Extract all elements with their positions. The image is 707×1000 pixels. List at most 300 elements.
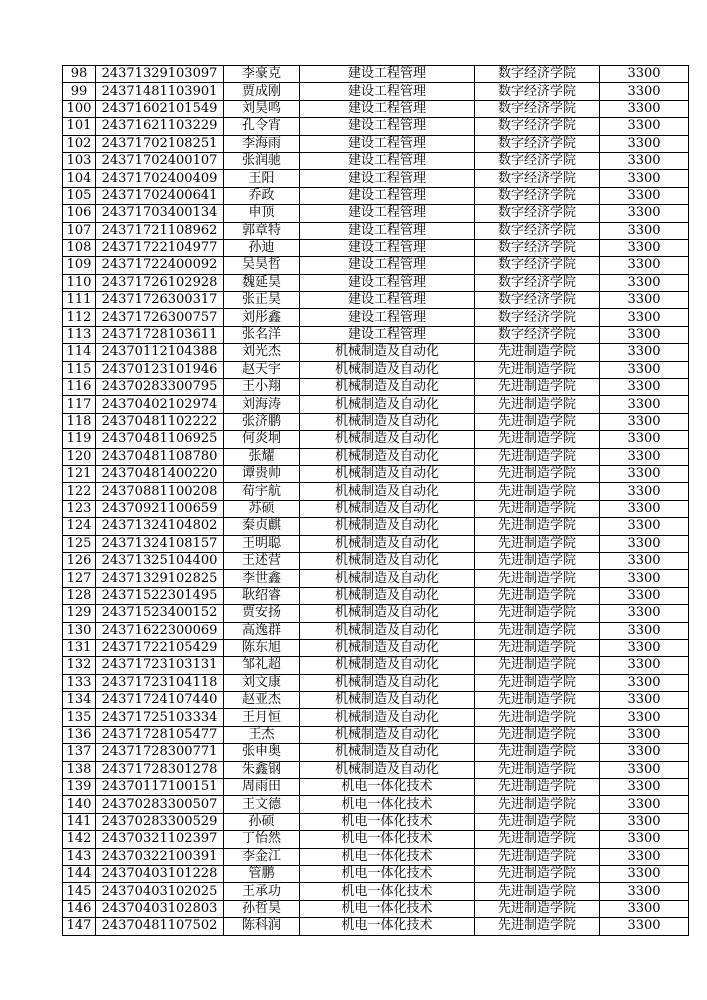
row-number-cell: 125 <box>63 535 96 552</box>
amount-cell: 3300 <box>600 118 689 135</box>
table-row <box>63 309 689 326</box>
candidate-id-cell: 24371702400641 <box>96 187 224 204</box>
college-cell: 数字经济学院 <box>475 100 600 117</box>
row-number-cell: 137 <box>63 744 96 761</box>
candidate-id-cell: 24371728301278 <box>96 761 224 778</box>
row-number-cell: 115 <box>63 361 96 378</box>
student-name-cell: 刘彤鑫 <box>224 309 300 326</box>
candidate-id-cell: 24370403102025 <box>96 883 224 900</box>
major-cell: 机械制造及自动化 <box>300 535 475 552</box>
student-name-cell: 周雨田 <box>224 779 300 796</box>
college-cell: 先进制造学院 <box>475 865 600 882</box>
candidate-id-cell: 24371728105477 <box>96 726 224 743</box>
candidate-id-cell: 24370481106925 <box>96 431 224 448</box>
major-cell: 机械制造及自动化 <box>300 518 475 535</box>
college-cell: 先进制造学院 <box>475 552 600 569</box>
table-row <box>63 274 689 291</box>
college-cell: 数字经济学院 <box>475 83 600 100</box>
student-name-cell: 张名洋 <box>224 326 300 343</box>
student-name-cell: 陈东旭 <box>224 639 300 656</box>
major-cell: 建设工程管理 <box>300 205 475 222</box>
row-number-cell: 147 <box>63 918 96 935</box>
row-number-cell: 145 <box>63 883 96 900</box>
college-cell: 先进制造学院 <box>475 344 600 361</box>
student-name-cell: 张正昊 <box>224 292 300 309</box>
amount-cell: 3300 <box>600 900 689 917</box>
amount-cell: 3300 <box>600 622 689 639</box>
amount-cell: 3300 <box>600 448 689 465</box>
student-name-cell: 李世鑫 <box>224 570 300 587</box>
amount-cell: 3300 <box>600 813 689 830</box>
college-cell: 先进制造学院 <box>475 605 600 622</box>
amount-cell: 3300 <box>600 831 689 848</box>
college-cell: 先进制造学院 <box>475 622 600 639</box>
candidate-id-cell: 24370283300795 <box>96 379 224 396</box>
student-name-cell: 陈科润 <box>224 918 300 935</box>
candidate-id-cell: 24371702400107 <box>96 152 224 169</box>
student-name-cell: 王明聪 <box>224 535 300 552</box>
table-row <box>63 692 689 709</box>
major-cell: 机械制造及自动化 <box>300 396 475 413</box>
major-cell: 机械制造及自动化 <box>300 483 475 500</box>
student-name-cell: 王小翔 <box>224 379 300 396</box>
student-name-cell: 贾安扬 <box>224 605 300 622</box>
candidate-id-cell: 24370403102803 <box>96 900 224 917</box>
major-cell: 建设工程管理 <box>300 257 475 274</box>
student-name-cell: 苏硕 <box>224 500 300 517</box>
amount-cell: 3300 <box>600 257 689 274</box>
candidate-id-cell: 24371702400409 <box>96 170 224 187</box>
college-cell: 先进制造学院 <box>475 726 600 743</box>
amount-cell: 3300 <box>600 639 689 656</box>
candidate-id-cell: 24371722105429 <box>96 639 224 656</box>
college-cell: 先进制造学院 <box>475 674 600 691</box>
student-name-cell: 张耀 <box>224 448 300 465</box>
candidate-id-cell: 24371722400092 <box>96 257 224 274</box>
college-cell: 先进制造学院 <box>475 483 600 500</box>
student-name-cell: 王述营 <box>224 552 300 569</box>
major-cell: 机械制造及自动化 <box>300 344 475 361</box>
row-number-cell: 109 <box>63 257 96 274</box>
amount-cell: 3300 <box>600 518 689 535</box>
college-cell: 先进制造学院 <box>475 813 600 830</box>
college-cell: 先进制造学院 <box>475 396 600 413</box>
table-row <box>63 535 689 552</box>
row-number-cell: 142 <box>63 831 96 848</box>
amount-cell: 3300 <box>600 674 689 691</box>
table-row <box>63 465 689 482</box>
student-name-cell: 申顶 <box>224 205 300 222</box>
row-number-cell: 98 <box>63 66 96 83</box>
candidate-id-cell: 24370322100391 <box>96 848 224 865</box>
student-list-table <box>62 65 689 936</box>
college-cell: 先进制造学院 <box>475 831 600 848</box>
student-name-cell: 魏延昊 <box>224 274 300 291</box>
row-number-cell: 105 <box>63 187 96 204</box>
candidate-id-cell: 24371325104400 <box>96 552 224 569</box>
candidate-id-cell: 24370481102222 <box>96 413 224 430</box>
row-number-cell: 110 <box>63 274 96 291</box>
table-row <box>63 726 689 743</box>
major-cell: 机械制造及自动化 <box>300 744 475 761</box>
row-number-cell: 116 <box>63 379 96 396</box>
major-cell: 建设工程管理 <box>300 274 475 291</box>
college-cell: 先进制造学院 <box>475 518 600 535</box>
college-cell: 先进制造学院 <box>475 883 600 900</box>
student-name-cell: 谭贵帅 <box>224 465 300 482</box>
student-name-cell: 李豪克 <box>224 66 300 83</box>
college-cell: 先进制造学院 <box>475 639 600 656</box>
amount-cell: 3300 <box>600 465 689 482</box>
candidate-id-cell: 24371329103097 <box>96 66 224 83</box>
table-row <box>63 657 689 674</box>
table-row <box>63 205 689 222</box>
student-name-cell: 孙迪 <box>224 239 300 256</box>
candidate-id-cell: 24371329102825 <box>96 570 224 587</box>
major-cell: 建设工程管理 <box>300 292 475 309</box>
major-cell: 机械制造及自动化 <box>300 448 475 465</box>
candidate-id-cell: 24371721108962 <box>96 222 224 239</box>
student-name-cell: 李海雨 <box>224 135 300 152</box>
college-cell: 数字经济学院 <box>475 205 600 222</box>
table-row <box>63 344 689 361</box>
major-cell: 机械制造及自动化 <box>300 692 475 709</box>
row-number-cell: 124 <box>63 518 96 535</box>
table-row <box>63 674 689 691</box>
table-row <box>63 483 689 500</box>
college-cell: 先进制造学院 <box>475 413 600 430</box>
amount-cell: 3300 <box>600 274 689 291</box>
row-number-cell: 130 <box>63 622 96 639</box>
candidate-id-cell: 24370321102397 <box>96 831 224 848</box>
candidate-id-cell: 24371324104802 <box>96 518 224 535</box>
amount-cell: 3300 <box>600 587 689 604</box>
college-cell: 数字经济学院 <box>475 152 600 169</box>
student-name-cell: 郭章特 <box>224 222 300 239</box>
student-name-cell: 高逸群 <box>224 622 300 639</box>
college-cell: 先进制造学院 <box>475 918 600 935</box>
student-name-cell: 李金江 <box>224 848 300 865</box>
major-cell: 机械制造及自动化 <box>300 500 475 517</box>
college-cell: 数字经济学院 <box>475 135 600 152</box>
college-cell: 数字经济学院 <box>475 187 600 204</box>
major-cell: 建设工程管理 <box>300 118 475 135</box>
row-number-cell: 143 <box>63 848 96 865</box>
candidate-id-cell: 24370481400220 <box>96 465 224 482</box>
college-cell: 先进制造学院 <box>475 692 600 709</box>
row-number-cell: 120 <box>63 448 96 465</box>
amount-cell: 3300 <box>600 344 689 361</box>
major-cell: 机械制造及自动化 <box>300 622 475 639</box>
candidate-id-cell: 24371722104977 <box>96 239 224 256</box>
student-name-cell: 刘昊鸣 <box>224 100 300 117</box>
college-cell: 先进制造学院 <box>475 361 600 378</box>
amount-cell: 3300 <box>600 726 689 743</box>
amount-cell: 3300 <box>600 431 689 448</box>
student-name-cell: 孙哲昊 <box>224 900 300 917</box>
major-cell: 机械制造及自动化 <box>300 361 475 378</box>
major-cell: 机电一体化技术 <box>300 779 475 796</box>
candidate-id-cell: 24371522301495 <box>96 587 224 604</box>
table-row <box>63 500 689 517</box>
table-row <box>63 779 689 796</box>
major-cell: 建设工程管理 <box>300 222 475 239</box>
major-cell: 机械制造及自动化 <box>300 413 475 430</box>
major-cell: 机械制造及自动化 <box>300 761 475 778</box>
row-number-cell: 146 <box>63 900 96 917</box>
college-cell: 数字经济学院 <box>475 170 600 187</box>
amount-cell: 3300 <box>600 205 689 222</box>
amount-cell: 3300 <box>600 292 689 309</box>
candidate-id-cell: 24371723104118 <box>96 674 224 691</box>
major-cell: 机械制造及自动化 <box>300 570 475 587</box>
student-name-cell: 丁怡然 <box>224 831 300 848</box>
major-cell: 建设工程管理 <box>300 170 475 187</box>
candidate-id-cell: 24371724107440 <box>96 692 224 709</box>
candidate-id-cell: 24371523400152 <box>96 605 224 622</box>
amount-cell: 3300 <box>600 135 689 152</box>
table-row <box>63 413 689 430</box>
major-cell: 机电一体化技术 <box>300 813 475 830</box>
amount-cell: 3300 <box>600 500 689 517</box>
row-number-cell: 117 <box>63 396 96 413</box>
candidate-id-cell: 24370881100208 <box>96 483 224 500</box>
row-number-cell: 113 <box>63 326 96 343</box>
table-row <box>63 170 689 187</box>
student-name-cell: 吴昊哲 <box>224 257 300 274</box>
major-cell: 建设工程管理 <box>300 152 475 169</box>
row-number-cell: 128 <box>63 587 96 604</box>
major-cell: 机械制造及自动化 <box>300 431 475 448</box>
table-row <box>63 431 689 448</box>
amount-cell: 3300 <box>600 779 689 796</box>
candidate-id-cell: 24370481107502 <box>96 918 224 935</box>
candidate-id-cell: 24371602101549 <box>96 100 224 117</box>
table-row <box>63 831 689 848</box>
row-number-cell: 135 <box>63 709 96 726</box>
major-cell: 建设工程管理 <box>300 187 475 204</box>
table-row <box>63 709 689 726</box>
row-number-cell: 118 <box>63 413 96 430</box>
candidate-id-cell: 24371726300317 <box>96 292 224 309</box>
student-name-cell: 张申奥 <box>224 744 300 761</box>
major-cell: 建设工程管理 <box>300 326 475 343</box>
student-name-cell: 邹礼超 <box>224 657 300 674</box>
amount-cell: 3300 <box>600 413 689 430</box>
amount-cell: 3300 <box>600 83 689 100</box>
table-row <box>63 518 689 535</box>
major-cell: 机电一体化技术 <box>300 883 475 900</box>
amount-cell: 3300 <box>600 657 689 674</box>
major-cell: 机电一体化技术 <box>300 831 475 848</box>
table-row <box>63 813 689 830</box>
student-name-cell: 荀宇航 <box>224 483 300 500</box>
college-cell: 先进制造学院 <box>475 761 600 778</box>
table-row <box>63 326 689 343</box>
student-name-cell: 刘文康 <box>224 674 300 691</box>
table-row <box>63 570 689 587</box>
row-number-cell: 136 <box>63 726 96 743</box>
college-cell: 先进制造学院 <box>475 796 600 813</box>
college-cell: 先进制造学院 <box>475 779 600 796</box>
table-row <box>63 848 689 865</box>
college-cell: 数字经济学院 <box>475 326 600 343</box>
row-number-cell: 121 <box>63 465 96 482</box>
row-number-cell: 139 <box>63 779 96 796</box>
row-number-cell: 144 <box>63 865 96 882</box>
table-row <box>63 257 689 274</box>
student-name-cell: 孔令宵 <box>224 118 300 135</box>
major-cell: 机电一体化技术 <box>300 865 475 882</box>
student-name-cell: 孙硕 <box>224 813 300 830</box>
row-number-cell: 102 <box>63 135 96 152</box>
table-row <box>63 448 689 465</box>
candidate-id-cell: 24370112104388 <box>96 344 224 361</box>
student-name-cell: 乔政 <box>224 187 300 204</box>
amount-cell: 3300 <box>600 535 689 552</box>
amount-cell: 3300 <box>600 570 689 587</box>
college-cell: 先进制造学院 <box>475 587 600 604</box>
row-number-cell: 140 <box>63 796 96 813</box>
major-cell: 机械制造及自动化 <box>300 465 475 482</box>
table-row <box>63 118 689 135</box>
student-name-cell: 何炎垌 <box>224 431 300 448</box>
table-row <box>63 622 689 639</box>
college-cell: 先进制造学院 <box>475 744 600 761</box>
college-cell: 数字经济学院 <box>475 274 600 291</box>
amount-cell: 3300 <box>600 552 689 569</box>
row-number-cell: 123 <box>63 500 96 517</box>
amount-cell: 3300 <box>600 883 689 900</box>
amount-cell: 3300 <box>600 709 689 726</box>
major-cell: 机电一体化技术 <box>300 796 475 813</box>
candidate-id-cell: 24370283300529 <box>96 813 224 830</box>
amount-cell: 3300 <box>600 848 689 865</box>
table-row <box>63 292 689 309</box>
table-row <box>63 918 689 935</box>
table-row <box>63 361 689 378</box>
major-cell: 机械制造及自动化 <box>300 674 475 691</box>
amount-cell: 3300 <box>600 692 689 709</box>
table-row <box>63 605 689 622</box>
student-name-cell: 王承功 <box>224 883 300 900</box>
table-row <box>63 152 689 169</box>
major-cell: 机电一体化技术 <box>300 918 475 935</box>
major-cell: 机械制造及自动化 <box>300 639 475 656</box>
candidate-id-cell: 24370481108780 <box>96 448 224 465</box>
student-name-cell: 赵亚杰 <box>224 692 300 709</box>
amount-cell: 3300 <box>600 744 689 761</box>
candidate-id-cell: 24371723103131 <box>96 657 224 674</box>
table-row <box>63 865 689 882</box>
table-row <box>63 900 689 917</box>
table-row <box>63 379 689 396</box>
row-number-cell: 111 <box>63 292 96 309</box>
row-number-cell: 131 <box>63 639 96 656</box>
table-row <box>63 396 689 413</box>
amount-cell: 3300 <box>600 396 689 413</box>
candidate-id-cell: 24370123101946 <box>96 361 224 378</box>
candidate-id-cell: 24371324108157 <box>96 535 224 552</box>
student-name-cell: 王杰 <box>224 726 300 743</box>
amount-cell: 3300 <box>600 100 689 117</box>
student-name-cell: 耿绍睿 <box>224 587 300 604</box>
candidate-id-cell: 24371481103901 <box>96 83 224 100</box>
table-row <box>63 100 689 117</box>
table-row <box>63 552 689 569</box>
student-name-cell: 管鹏 <box>224 865 300 882</box>
table-row <box>63 239 689 256</box>
major-cell: 建设工程管理 <box>300 309 475 326</box>
row-number-cell: 134 <box>63 692 96 709</box>
table-row <box>63 883 689 900</box>
college-cell: 先进制造学院 <box>475 431 600 448</box>
amount-cell: 3300 <box>600 187 689 204</box>
table-row <box>63 187 689 204</box>
student-name-cell: 秦贞麒 <box>224 518 300 535</box>
candidate-id-cell: 24371725103334 <box>96 709 224 726</box>
major-cell: 建设工程管理 <box>300 239 475 256</box>
candidate-id-cell: 24371622300069 <box>96 622 224 639</box>
table-row <box>63 222 689 239</box>
student-name-cell: 王阳 <box>224 170 300 187</box>
major-cell: 建设工程管理 <box>300 83 475 100</box>
major-cell: 机电一体化技术 <box>300 900 475 917</box>
row-number-cell: 106 <box>63 205 96 222</box>
college-cell: 数字经济学院 <box>475 309 600 326</box>
candidate-id-cell: 24370921100659 <box>96 500 224 517</box>
student-name-cell: 刘海涛 <box>224 396 300 413</box>
major-cell: 机械制造及自动化 <box>300 726 475 743</box>
row-number-cell: 126 <box>63 552 96 569</box>
row-number-cell: 107 <box>63 222 96 239</box>
amount-cell: 3300 <box>600 66 689 83</box>
student-name-cell: 赵天宇 <box>224 361 300 378</box>
row-number-cell: 132 <box>63 657 96 674</box>
amount-cell: 3300 <box>600 361 689 378</box>
row-number-cell: 141 <box>63 813 96 830</box>
row-number-cell: 133 <box>63 674 96 691</box>
major-cell: 机械制造及自动化 <box>300 709 475 726</box>
college-cell: 数字经济学院 <box>475 222 600 239</box>
college-cell: 先进制造学院 <box>475 848 600 865</box>
row-number-cell: 112 <box>63 309 96 326</box>
student-name-cell: 王月恒 <box>224 709 300 726</box>
college-cell: 先进制造学院 <box>475 709 600 726</box>
row-number-cell: 138 <box>63 761 96 778</box>
major-cell: 机械制造及自动化 <box>300 657 475 674</box>
major-cell: 机械制造及自动化 <box>300 379 475 396</box>
college-cell: 先进制造学院 <box>475 657 600 674</box>
amount-cell: 3300 <box>600 761 689 778</box>
student-name-cell: 王文德 <box>224 796 300 813</box>
college-cell: 数字经济学院 <box>475 257 600 274</box>
amount-cell: 3300 <box>600 326 689 343</box>
candidate-id-cell: 24370403101228 <box>96 865 224 882</box>
table-row <box>63 796 689 813</box>
row-number-cell: 122 <box>63 483 96 500</box>
college-cell: 先进制造学院 <box>475 448 600 465</box>
candidate-id-cell: 24370283300507 <box>96 796 224 813</box>
amount-cell: 3300 <box>600 170 689 187</box>
table-row <box>63 587 689 604</box>
candidate-id-cell: 24371728300771 <box>96 744 224 761</box>
student-name-cell: 张润驰 <box>224 152 300 169</box>
amount-cell: 3300 <box>600 239 689 256</box>
major-cell: 机械制造及自动化 <box>300 587 475 604</box>
candidate-id-cell: 24371726102928 <box>96 274 224 291</box>
candidate-id-cell: 24371726300757 <box>96 309 224 326</box>
